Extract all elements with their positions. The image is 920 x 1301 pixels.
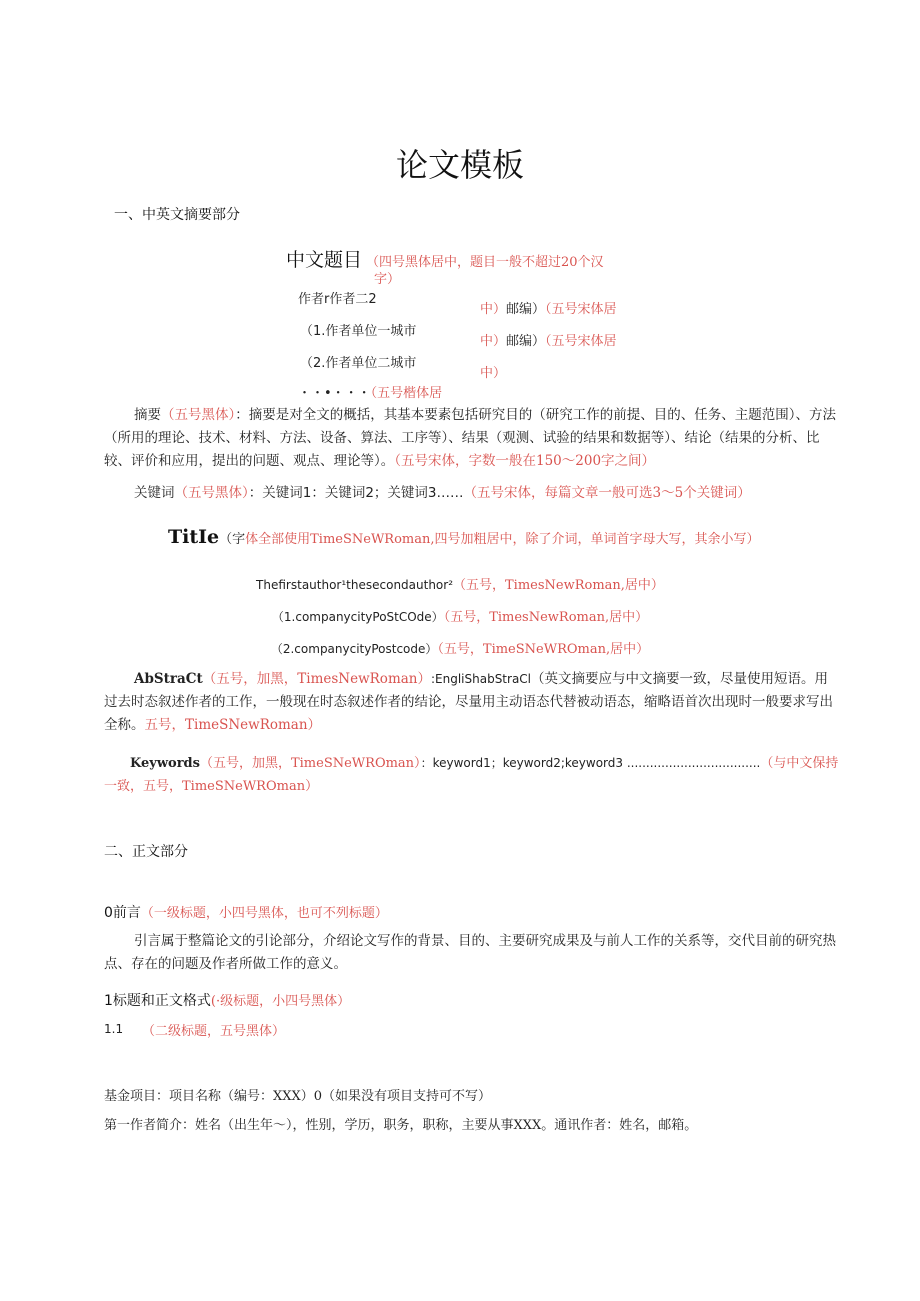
abstract-cn-label: 摘要 bbox=[134, 407, 161, 423]
en-affiliation-1-note: （五号，TimesNewRoman,居中） bbox=[443, 610, 649, 625]
section-heading-body: 二、正文部分 bbox=[104, 844, 188, 860]
en-affiliation-2-text: （2.companycityPostcode） bbox=[270, 642, 438, 656]
abstract-en-note: 五号，TimeSNewRoman） bbox=[144, 717, 322, 733]
dots-note: （五号楷体居 bbox=[370, 386, 443, 401]
intro-heading-note: （一级标题，小四号黑体，也可不列标题） bbox=[140, 906, 388, 921]
abstract-en-label: AbStraCt bbox=[134, 671, 203, 687]
abstract-cn-label-note: （五号黑体） bbox=[161, 407, 236, 423]
en-authors bbox=[0, 574, 920, 593]
en-affiliation-2-note: （五号，TimeSNeWROman,居中） bbox=[437, 642, 650, 657]
intro-heading bbox=[104, 902, 388, 922]
en-affiliation-1 bbox=[0, 606, 920, 625]
cn-title: 中文题目 bbox=[286, 249, 363, 271]
right-note-1 bbox=[480, 298, 617, 317]
author-bio: 第一作者简介：姓名（出生年～），性别，学历，职务，职称，主要从事XXX。通讯作者：姓名，邮箱。 bbox=[104, 1118, 698, 1133]
keywords-cn-text: ：关键词1：关键词2；关键词3…… bbox=[248, 485, 464, 501]
right-note-2b: 邮编） bbox=[506, 334, 546, 349]
intro-paragraph: 引言属于整篇论文的引论部分，介绍论文写作的背景、目的、主要研究成果及与前人工作的关系等，交代目前的研究热点、存在的问题及作者所做工作的意义。 bbox=[104, 933, 836, 972]
abstract-cn-note: （五号宋体，字数一般在150～200字之间） bbox=[394, 453, 656, 469]
en-title-note-a: （字 bbox=[219, 532, 246, 547]
en-title bbox=[168, 526, 760, 548]
keywords-en bbox=[130, 752, 838, 771]
fund-line: 基金项目：项目名称（编号：XXX）0（如果没有项目支持可不写） bbox=[104, 1089, 492, 1104]
en-affiliation-1-text: （1.companycityPoStCOde） bbox=[271, 610, 444, 624]
keywords-en-label: Keywords bbox=[130, 756, 200, 771]
right-note-2c: （五号宋体居 bbox=[545, 334, 617, 349]
keywords-en-note-cont: 一致，五号，TimeSNeWROman） bbox=[104, 779, 319, 794]
right-note-1b: 邮编） bbox=[506, 302, 546, 317]
heading-1-1-number: 1.1 bbox=[104, 1022, 124, 1036]
dots-line bbox=[298, 382, 442, 401]
heading-1-1-note: （二级标题，五号黑体） bbox=[142, 1024, 286, 1039]
en-authors-note: （五号，TimesNewRoman,居中） bbox=[453, 578, 664, 593]
cn-title-note-cont: 字） bbox=[374, 272, 401, 287]
keywords-en-text: ：keyword1；keyword2;keyword3 ................................... bbox=[420, 756, 761, 770]
authors-line: 作者r作者二2 bbox=[298, 292, 377, 307]
cn-title-note: （四号黑体居中，题目一般不超过20个汉 bbox=[366, 255, 604, 270]
en-title-note-b: 体全部使用TimeSNeWRoman,四号加粗居中，除了介词，单词首字母大写，其余小写） bbox=[245, 532, 760, 547]
keywords-cn-label: 关键词 bbox=[134, 485, 175, 501]
keywords-cn-label-note: （五号黑体） bbox=[174, 485, 249, 501]
abstract-en-label-note: （五号，加黑，TimesNewRoman） bbox=[202, 671, 431, 687]
abstract-en bbox=[104, 668, 836, 737]
section-heading-abstract: 一、中英文摘要部分 bbox=[114, 207, 240, 223]
abstract-cn bbox=[104, 404, 836, 473]
right-note-3: 中） bbox=[480, 366, 507, 381]
right-note-1a: 中） bbox=[480, 302, 507, 317]
abstract-en-text-a: :EngliShabStraCl bbox=[430, 672, 532, 686]
heading-1-text: 1标题和正文格式 bbox=[104, 993, 211, 1009]
en-authors-text: Thefirstauthor¹thesecondauthor² bbox=[256, 578, 454, 592]
keywords-en-label-note: （五号，加黑，TimeSNeWROman） bbox=[199, 756, 421, 771]
right-note-2 bbox=[480, 330, 617, 349]
heading-1 bbox=[104, 990, 350, 1010]
affiliation-1: （1.作者单位一城市 bbox=[300, 324, 417, 339]
intro-heading-text: 0前言 bbox=[104, 905, 141, 921]
heading-1-note: (·级标题，小四号黑体） bbox=[210, 994, 351, 1009]
right-note-1c: （五号宋体居 bbox=[545, 302, 617, 317]
abstract-cn-text: ：摘要是对全文的概括，其基本要素包括研究目的（研究工作的前提、目的、任务、主题范围）、方法（所用的理论、技术、材料、方法、设备、算法、工序等）、结果（观测、试验的结果和数据等）、结论（结果的分析、比较、评价和应用，提出的问题、观点、理论等）。 bbox=[104, 407, 836, 469]
page-title: 论文模板 bbox=[395, 146, 524, 184]
right-note-2a: 中） bbox=[480, 334, 507, 349]
en-title-main: TitIe bbox=[168, 526, 220, 548]
en-affiliation-2 bbox=[0, 638, 920, 657]
dots: ・・•・・・ bbox=[298, 386, 371, 401]
keywords-en-note: （与中文保持 bbox=[760, 756, 839, 771]
keywords-cn bbox=[104, 482, 836, 505]
keywords-cn-note: （五号宋体，每篇文章一般可选3～5个关键词） bbox=[463, 485, 751, 501]
affiliation-2: （2.作者单位二城市 bbox=[300, 356, 417, 371]
abstract-en-text-b: （英文摘要应与中文摘要一致，尽量使用短语。用过去时态叙述作者的工作，一般现在时态叙述作者的结论，尽量用主动语态代替被动语态，缩略语首次出现时一般要求写出全称。 bbox=[104, 671, 833, 733]
